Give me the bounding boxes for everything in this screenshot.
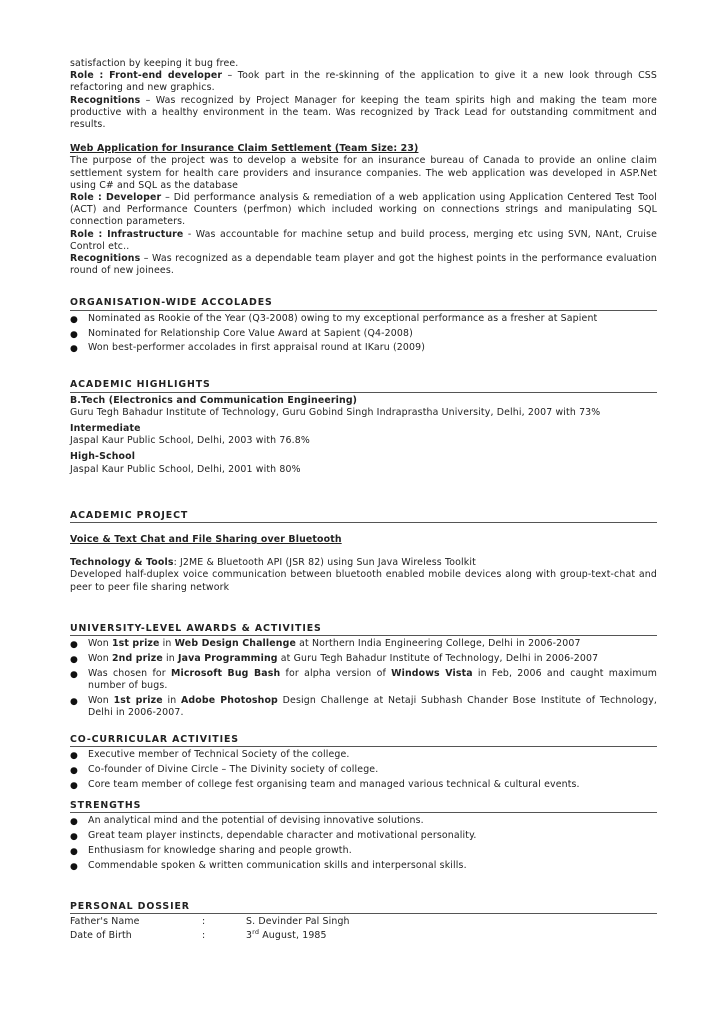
resume-page <box>70 58 657 942</box>
award-highlight: Web Design Challenge <box>174 637 296 649</box>
insurance-recognitions-label: Recognitions <box>70 253 141 265</box>
dob-suffix: rd <box>252 927 260 936</box>
role-text: – Took part in the re-skinning of the application to give it a new look through CSS refactoring and new graphics. <box>70 70 657 94</box>
dob-label: Date of Birth <box>70 929 132 941</box>
list-item: ● Nominated for Relationship Core Value Award at Sapient (Q4-2008) <box>70 328 657 340</box>
dossier-row-dob <box>70 927 657 942</box>
intro-role <box>70 70 657 94</box>
award-text: in <box>162 694 182 706</box>
list-item <box>70 695 657 719</box>
awards-list <box>70 638 657 719</box>
list-item: ● Enthusiasm for knowledge sharing and people growth. <box>70 845 657 857</box>
award-text: Design Challenge at Netaji Subhash Chander Bose Institute of Technology, Delhi in 2006-2007. <box>88 694 658 719</box>
strengths-heading: STRENGTHS <box>70 800 657 813</box>
award-highlight: 1st prize <box>113 694 163 706</box>
award-highlight: 1st prize <box>111 637 160 649</box>
intro-line: satisfaction by keeping it bug free. <box>70 58 239 69</box>
award-highlight: Windows Vista <box>391 667 473 679</box>
list-item <box>70 653 657 665</box>
cocurricular-heading: CO-CURRICULAR ACTIVITIES <box>70 734 657 747</box>
academic-heading: ACADEMIC HIGHLIGHTS <box>70 379 657 392</box>
insurance-recognitions-text: – Was recognized as a dependable team player and got the highest points in the performance evaluation round of new joinees. <box>70 253 657 277</box>
strengths-list <box>70 815 657 872</box>
recognitions-text: – Was recognized by Project Manager for keeping the team spirits high and making the team more productive with a healthy environment in the team. Was recognized by Track Lead for outstanding commitment and results. <box>70 94 657 131</box>
award-text: Was chosen for <box>88 667 171 679</box>
father-label: Father's Name <box>70 915 140 927</box>
intro-recognitions <box>70 95 657 132</box>
list-item: ● Won best-performer accolades in first appraisal round at IKaru (2009) <box>70 342 657 354</box>
degree-intermediate: Intermediate <box>70 422 141 434</box>
project-heading: ACADEMIC PROJECT <box>70 510 657 523</box>
insurance-project-title: Web Application for Insurance Claim Settlement (Team Size: 23) <box>70 143 419 155</box>
insurance-role-infrastructure <box>70 229 657 253</box>
list-item: ● Executive member of Technical Society of the college. <box>70 749 657 761</box>
degree-highschool-detail: Jaspal Kaur Public School, Delhi, 2001 with 80% <box>70 463 301 475</box>
project-tools <box>70 557 657 569</box>
insurance-purpose: The purpose of the project was to develop a website for an insurance bureau of Canada to provide an online claim settlement system for health care providers and insurance companies. The web application was developed in ASP.Net using C# and SQL as the database <box>70 155 657 191</box>
accolades-list <box>70 313 657 355</box>
dossier-heading: PERSONAL DOSSIER <box>70 901 657 914</box>
award-text: Won <box>88 652 112 664</box>
award-text: for alpha version of <box>280 667 392 679</box>
award-text: Won <box>88 637 112 649</box>
role-developer-text: – Did performance analysis & remediation of a web application using Application Centered Test Tool (ACT) and Performance Counters (perfmon) which included working on connections strings and manipulating SQL connection parameters. <box>70 192 657 228</box>
recognitions-label: Recognitions <box>70 94 141 106</box>
accolades-heading: ORGANISATION-WIDE ACCOLADES <box>70 297 657 310</box>
award-highlight: 2nd prize <box>111 652 163 664</box>
project-title: Voice & Text Chat and File Sharing over Bluetooth <box>70 533 342 545</box>
award-text: at Guru Tegh Bahadur Institute of Technology, Delhi in 2006-2007 <box>277 652 599 664</box>
dob-value <box>246 927 327 942</box>
degree-highschool: High-School <box>70 451 136 463</box>
award-text: in <box>162 652 178 664</box>
list-item: ● Nominated as Rookie of the Year (Q3-2008) owing to my exceptional performance as a fresher at Sapient <box>70 313 657 325</box>
list-item <box>70 668 657 692</box>
dob-rest: August, 1985 <box>259 929 327 941</box>
cocurricular-list <box>70 749 657 791</box>
project-tools-label: Technology & Tools <box>70 557 174 569</box>
insurance-role-developer <box>70 192 657 229</box>
degree-intermediate-detail: Jaspal Kaur Public School, Delhi, 2003 with 76.8% <box>70 435 310 447</box>
dossier-row-father <box>70 916 657 928</box>
award-highlight: Java Programming <box>177 652 278 664</box>
father-colon: : <box>202 915 206 927</box>
dob-colon: : <box>202 929 206 941</box>
degree-btech-detail: Guru Tegh Bahadur Institute of Technology, Guru Gobind Singh Indraprastha University, Delhi, 2007 with 73% <box>70 406 601 418</box>
award-highlight: Adobe Photoshop <box>181 694 278 706</box>
award-highlight: Microsoft Bug Bash <box>170 667 281 679</box>
list-item: ● An analytical mind and the potential of devising innovative solutions. <box>70 815 657 827</box>
list-item: ● Core team member of college fest organising team and managed various technical & cultural events. <box>70 779 657 791</box>
list-item: ● Co-founder of Divine Circle – The Divinity society of college. <box>70 764 657 776</box>
list-item: ● Great team player instincts, dependable character and motivational personality. <box>70 830 657 842</box>
list-item <box>70 638 657 650</box>
dob-day: 3 <box>246 929 253 941</box>
role-infrastructure-label: Role : Infrastructure <box>70 228 184 240</box>
award-text: in <box>159 637 175 649</box>
awards-heading: UNIVERSITY-LEVEL AWARDS & ACTIVITIES <box>70 623 657 636</box>
award-text: at Northern India Engineering College, Delhi in 2006-2007 <box>296 637 581 649</box>
list-item: ● Commendable spoken & written communication skills and interpersonal skills. <box>70 860 657 872</box>
insurance-recognitions <box>70 253 657 277</box>
father-value: S. Devinder Pal Singh <box>246 915 350 927</box>
role-infrastructure-text: - Was accountable for machine setup and build process, merging etc using SVN, NAnt, Cruise Control etc.. <box>70 228 658 252</box>
award-text: in Feb, 2006 and caught maximum number of bugs. <box>88 667 657 691</box>
role-developer-label: Role : Developer <box>70 192 162 204</box>
degree-btech: B.Tech (Electronics and Communication Engineering) <box>70 394 358 406</box>
project-tools-text: : J2ME & Bluetooth API (JSR 82) using Sun Java Wireless Toolkit <box>173 557 476 569</box>
project-description: Developed half-duplex voice communication between bluetooth enabled mobile devices along with group-text-chat and peer to peer file sharing network <box>70 569 657 593</box>
award-text: Won <box>88 694 114 706</box>
role-label: Role : Front-end developer <box>70 70 223 82</box>
